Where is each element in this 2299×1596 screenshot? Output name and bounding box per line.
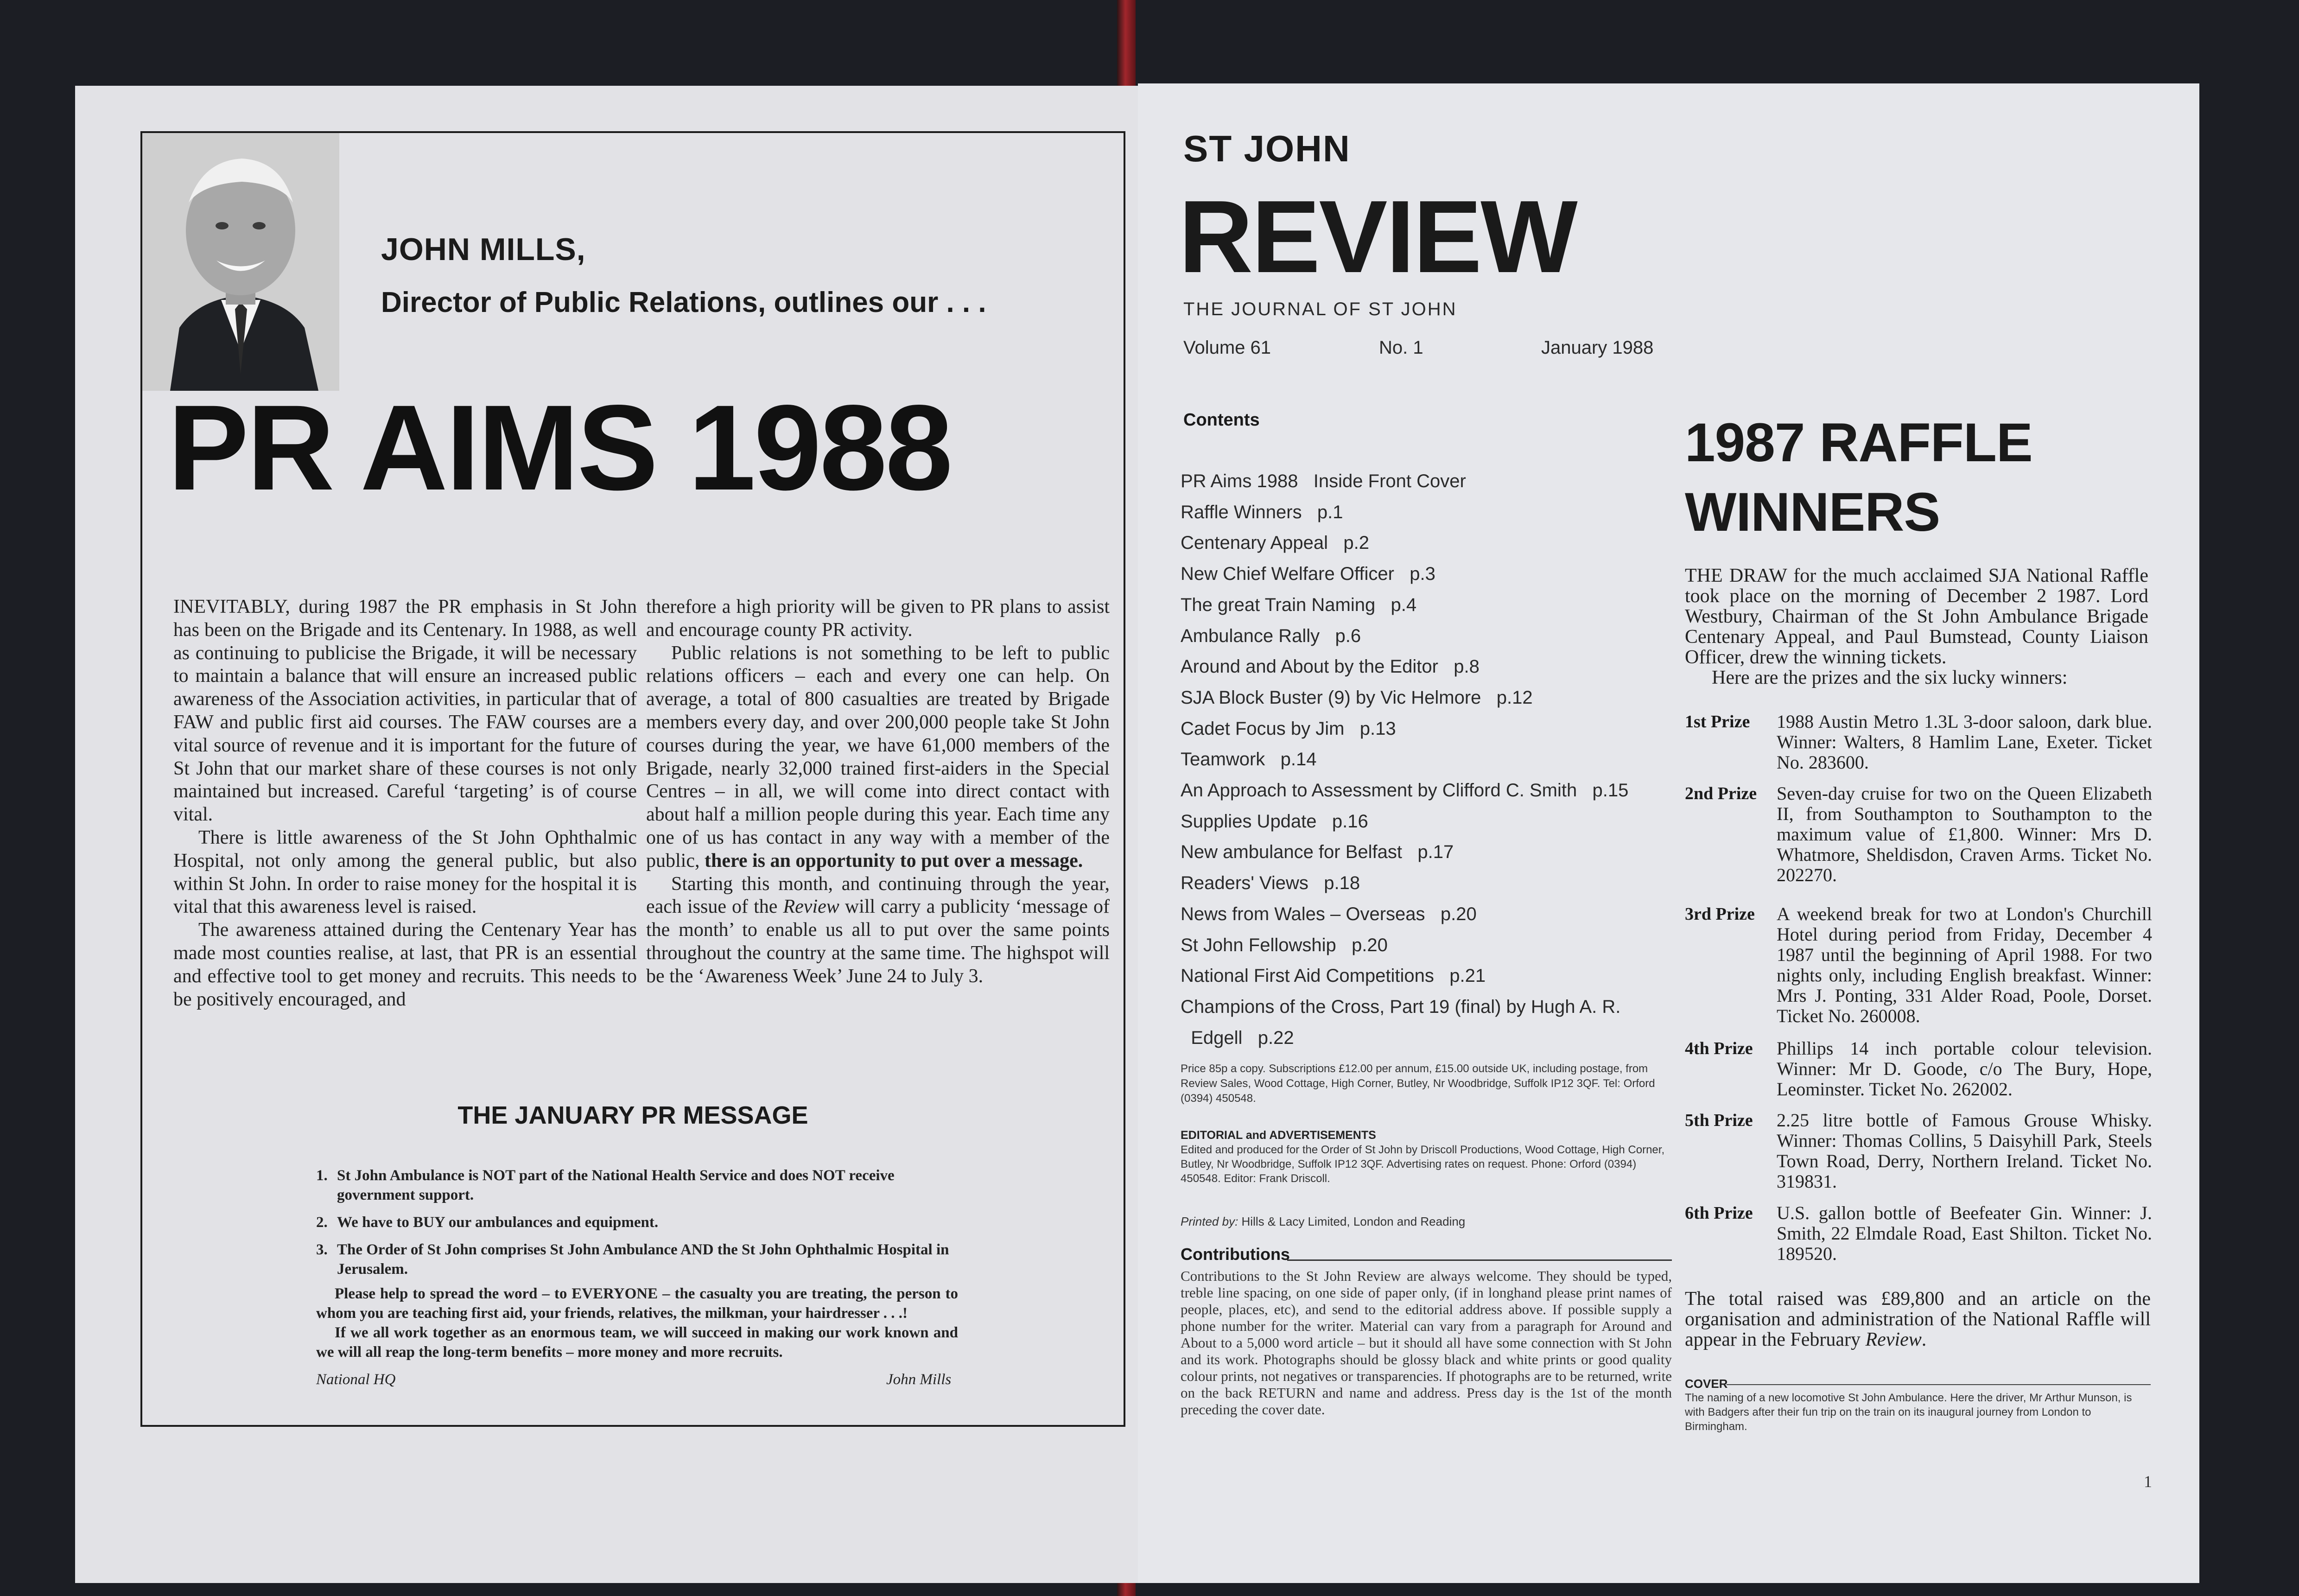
contents-list xyxy=(1181,466,1667,1053)
contents-item: Supplies Update p.16 xyxy=(1181,811,1368,832)
portrait-illustration xyxy=(142,133,339,391)
prize-label: 1st Prize xyxy=(1685,712,1750,731)
prize-label: 4th Prize xyxy=(1685,1039,1753,1058)
printed-by-label: Printed by: xyxy=(1181,1214,1238,1228)
pr-message-item xyxy=(316,1166,956,1205)
contents-item: Ambulance Rally p.6 xyxy=(1181,625,1361,646)
raffle-headline: 1987 RAFFLE WINNERS xyxy=(1685,412,2032,543)
signature-name: John Mills xyxy=(886,1371,952,1388)
article-paragraph: therefore a high priority will be given to PR plans to assist and encourage county PR activity. xyxy=(646,596,1110,641)
contents-item: New Chief Welfare Officer p.3 xyxy=(1181,564,1435,585)
contents-item: Around and About by the Editor p.8 xyxy=(1181,656,1480,677)
article-paragraph: There is little awareness of the St John Ophthalmic Hospital, not only among the general public, but also within St John. In order to raise money for the hospital it is vital that this awareness level is raised. xyxy=(173,827,637,918)
emphasis-text: there is an opportunity to put over a message. xyxy=(704,850,1083,871)
masthead-subtitle: THE JOURNAL OF ST JOHN xyxy=(1183,299,1457,319)
contents-item: Edgell p.22 xyxy=(1181,1027,1294,1048)
contents-item: Raffle Winners p.1 xyxy=(1181,502,1343,522)
item-text: The Order of St John comprises St John Ambulance AND the St John Ophthalmic Hospital in Jerusalem. xyxy=(337,1241,949,1278)
contents-item: New ambulance for Belfast p.17 xyxy=(1181,842,1454,863)
cover-caption: The naming of a new locomotive St John Ambulance. Here the driver, Mr Arthur Munson, is with Badgers after their fun trip on the train on its inaugural journey from London to Birmingham. xyxy=(1685,1392,2132,1433)
article-column-2 xyxy=(646,596,1110,988)
contents-item: National First Aid Competitions p.21 xyxy=(1181,966,1486,986)
pr-plea xyxy=(316,1284,958,1362)
item-text: We have to BUY our ambulances and equipment. xyxy=(337,1214,659,1231)
plea-paragraph: Please help to spread the word – to EVERYONE – the casualty you are treating, the person to whom you are teaching first aid, your friends, relatives, the milkman, your hairdresser . . .! xyxy=(316,1285,958,1322)
article-column-1 xyxy=(173,596,637,1011)
publication-name: Review xyxy=(1865,1329,1922,1350)
article-headline: PR AIMS 1988 xyxy=(168,380,951,515)
contents-item: News from Wales – Overseas p.20 xyxy=(1181,903,1477,924)
prize-text: A weekend break for two at London's Churchill Hotel during period from Friday, December 4 1987 until the beginning of April 1988. For two nights only, including English breakfast. Winner: Mrs J. Ponting, 331 Alder Road, Poole, Dorset. Ticket No. 260008. xyxy=(1777,903,2152,1026)
divider xyxy=(1287,1259,1672,1261)
cover-heading: COVER xyxy=(1685,1377,1728,1391)
issue-volume: Volume 61 xyxy=(1183,337,1271,358)
item-text: St John Ambulance is NOT part of the National Health Service and does NOT receive government support. xyxy=(337,1167,895,1203)
outro-text: The total raised was £89,800 and an article on the organisation and administration of the National Raffle will appear in the February xyxy=(1685,1288,2151,1350)
contributions-text: Contributions to the St John Review are always welcome. They should be typed, treble line spacing, on one side of paper only, (if in longhand please print names of people, places, etc), and send to the editorial address above. If possible supply a phone number for the writer. Material can vary from a paragraph for Around and About to a 5,000 word article – but it should all have some connection with St John and its work. Photographs should be glossy black and white prints or good quality colour prints, not negatives or transparencies. If photographs are to be returned, write on the back RETURN and name and address. Press day is the 1st of the month preceding the cover date. xyxy=(1181,1268,1672,1418)
right-page xyxy=(1138,83,2199,1583)
price-note: Price 85p a copy. Subscriptions £12.00 per annum, £15.00 outside UK, including postage, from Review Sales, Wood Cottage, High Corner, Butley, Nr Woodbridge, Suffolk IP12 3QF. Tel: Orford (0394) 450548. xyxy=(1181,1062,1655,1105)
prize-text: Phillips 14 inch portable colour television. Winner: Mr D. Goode, c/o The Bury, Hope, Leominster. Ticket No. 262002. xyxy=(1777,1038,2152,1100)
raffle-outro xyxy=(1685,1289,2151,1350)
contents-item: Cadet Focus by Jim p.13 xyxy=(1181,718,1396,739)
pr-message-item xyxy=(316,1213,956,1232)
contributions-heading: Contributions xyxy=(1181,1245,1290,1264)
left-page xyxy=(75,86,1139,1583)
contents-item: PR Aims 1988 Inside Front Cover xyxy=(1181,471,1466,491)
signature-office: National HQ xyxy=(316,1371,396,1388)
raffle-paragraph: Here are the prizes and the six lucky winners: xyxy=(1712,667,2068,688)
prize-label: 6th Prize xyxy=(1685,1203,1753,1223)
contents-item: St John Fellowship p.20 xyxy=(1181,935,1388,955)
issue-date: January 1988 xyxy=(1541,337,1654,358)
author-name: JOHN MILLS, xyxy=(381,232,586,267)
pr-message-title: THE JANUARY PR MESSAGE xyxy=(457,1101,808,1129)
prize-label: 2nd Prize xyxy=(1685,784,1757,803)
printed-by-value: Hills & Lacy Limited, London and Reading xyxy=(1238,1214,1466,1228)
item-number: 3. xyxy=(316,1241,328,1258)
contents-item: Centenary Appeal p.2 xyxy=(1181,533,1369,553)
paragraph-text: Starting this month, and continuing through the year, each issue of the xyxy=(646,873,1110,918)
contents-heading: Contents xyxy=(1183,410,1260,430)
issue-number: No. 1 xyxy=(1379,337,1423,358)
contents-item: An Approach to Assessment by Clifford C. Smith p.15 xyxy=(1181,780,1629,801)
article-paragraph: INEVITABLY, during 1987 the PR emphasis in St John has been on the Brigade and its Centenary. In 1988, as well as continuing to publicise the Brigade, it will be necessary to maintain a balance that will ensure an increased public awareness of the Association activities, in particular that of FAW and public first aid courses. The FAW courses are a vital source of revenue and it is important for the future of St John that our market share of these courses is not only maintained but increased. Careful ‘targeting’ is of course vital. xyxy=(173,596,637,826)
pr-message-item xyxy=(316,1240,956,1279)
divider xyxy=(1727,1384,2151,1385)
prize-text: 1988 Austin Metro 1.3L 3-door saloon, dark blue. Winner: Walters, 8 Hamlim Lane, Exeter. Ticket No. 283600. xyxy=(1777,711,2152,773)
item-number: 2. xyxy=(316,1214,328,1231)
masthead-top: ST JOHN xyxy=(1183,128,1351,169)
paragraph-text: will carry a publicity ‘message of the month’ to enable us all to put over the same points throughout the country at the same time. The highspot will be the ‘Awareness Week’ June 24 to July 3. xyxy=(646,896,1110,987)
contents-item: The great Train Naming p.4 xyxy=(1181,594,1417,615)
editorial-text: Edited and produced for the Order of St John by Driscoll Productions, Wood Cottage, High Corner, Butley, Nr Woodbridge, Suffolk IP12 3QF. Advertising rates on request. Phone: Orford (0394) 450548. Editor: Frank Driscoll. xyxy=(1181,1144,1665,1185)
publication-name: Review xyxy=(783,896,839,918)
plea-paragraph: If we all work together as an enormous team, we will succeed in making our work known and we will all reap the long-term benefits – more money and more recruits. xyxy=(316,1324,958,1361)
page-number: 1 xyxy=(2144,1472,2152,1491)
outro-text: . xyxy=(1921,1329,1927,1350)
prize-text: U.S. gallon bottle of Beefeater Gin. Winner: J. Smith, 22 Elmdale Road, East Shilton. Ticket No. 189520. xyxy=(1777,1202,2152,1264)
raffle-paragraph: THE DRAW for the much acclaimed SJA National Raffle took place on the morning of December 2 1987. Lord Westbury, Chairman of the St John Ambulance Brigade Centenary Appeal, and Paul Bumstead, County Liaison Officer, drew the winning tickets. xyxy=(1685,565,2148,668)
article-paragraph xyxy=(646,642,1110,873)
raffle-intro xyxy=(1685,566,2148,688)
contents-item: Teamwork p.14 xyxy=(1181,749,1317,770)
pr-message-list xyxy=(316,1166,956,1287)
contents-item: Champions of the Cross, Part 19 (final) by Hugh A. R. xyxy=(1181,996,1621,1017)
author-portrait-photo xyxy=(142,133,339,391)
prize-text: Seven-day cruise for two on the Queen Elizabeth II, from Southampton to Southampton to the maximum value of £1,800. Winner: Mrs D. Whatmore, Sheldisdon, Craven Arms. Ticket No. 202270. xyxy=(1777,783,2152,885)
editorial-heading: EDITORIAL and ADVERTISEMENTS xyxy=(1181,1129,1376,1142)
masthead-title: REVIEW xyxy=(1179,179,1576,294)
prize-label: 5th Prize xyxy=(1685,1111,1753,1130)
author-role: Director of Public Relations, outlines our . . . xyxy=(381,286,986,318)
contents-item: SJA Block Buster (9) by Vic Helmore p.12 xyxy=(1181,687,1533,708)
article-paragraph xyxy=(646,873,1110,988)
item-number: 1. xyxy=(316,1167,328,1184)
prize-text: 2.25 litre bottle of Famous Grouse Whisky. Winner: Thomas Collins, 5 Daisyhill Park, Steels Town Road, Derry, Northern Ireland. Ticket No. 319831. xyxy=(1777,1110,2152,1192)
prize-label: 3rd Prize xyxy=(1685,904,1755,924)
article-paragraph: The awareness attained during the Centenary Year has made most counties realise, at last, that PR is an essential and effective tool to get money and recruits. This needs to be positively encouraged, and xyxy=(173,919,637,1010)
printed-by xyxy=(1181,1214,1465,1229)
contents-item: Readers' Views p.18 xyxy=(1181,873,1360,894)
paragraph-text: Public relations is not something to be left to public relations officers – each and every one can help. On average, a total of 800 casualties are treated by Brigade members every day, and over 200,000 people take St John courses during the year, we have 61,000 members of the Brigade, nearly 32,000 trained first-aiders in the Special Centres – in all, we will come into direct contact with about half a million people during this year. Each time any one of us has contact in any way with a member of the public, xyxy=(646,642,1110,871)
